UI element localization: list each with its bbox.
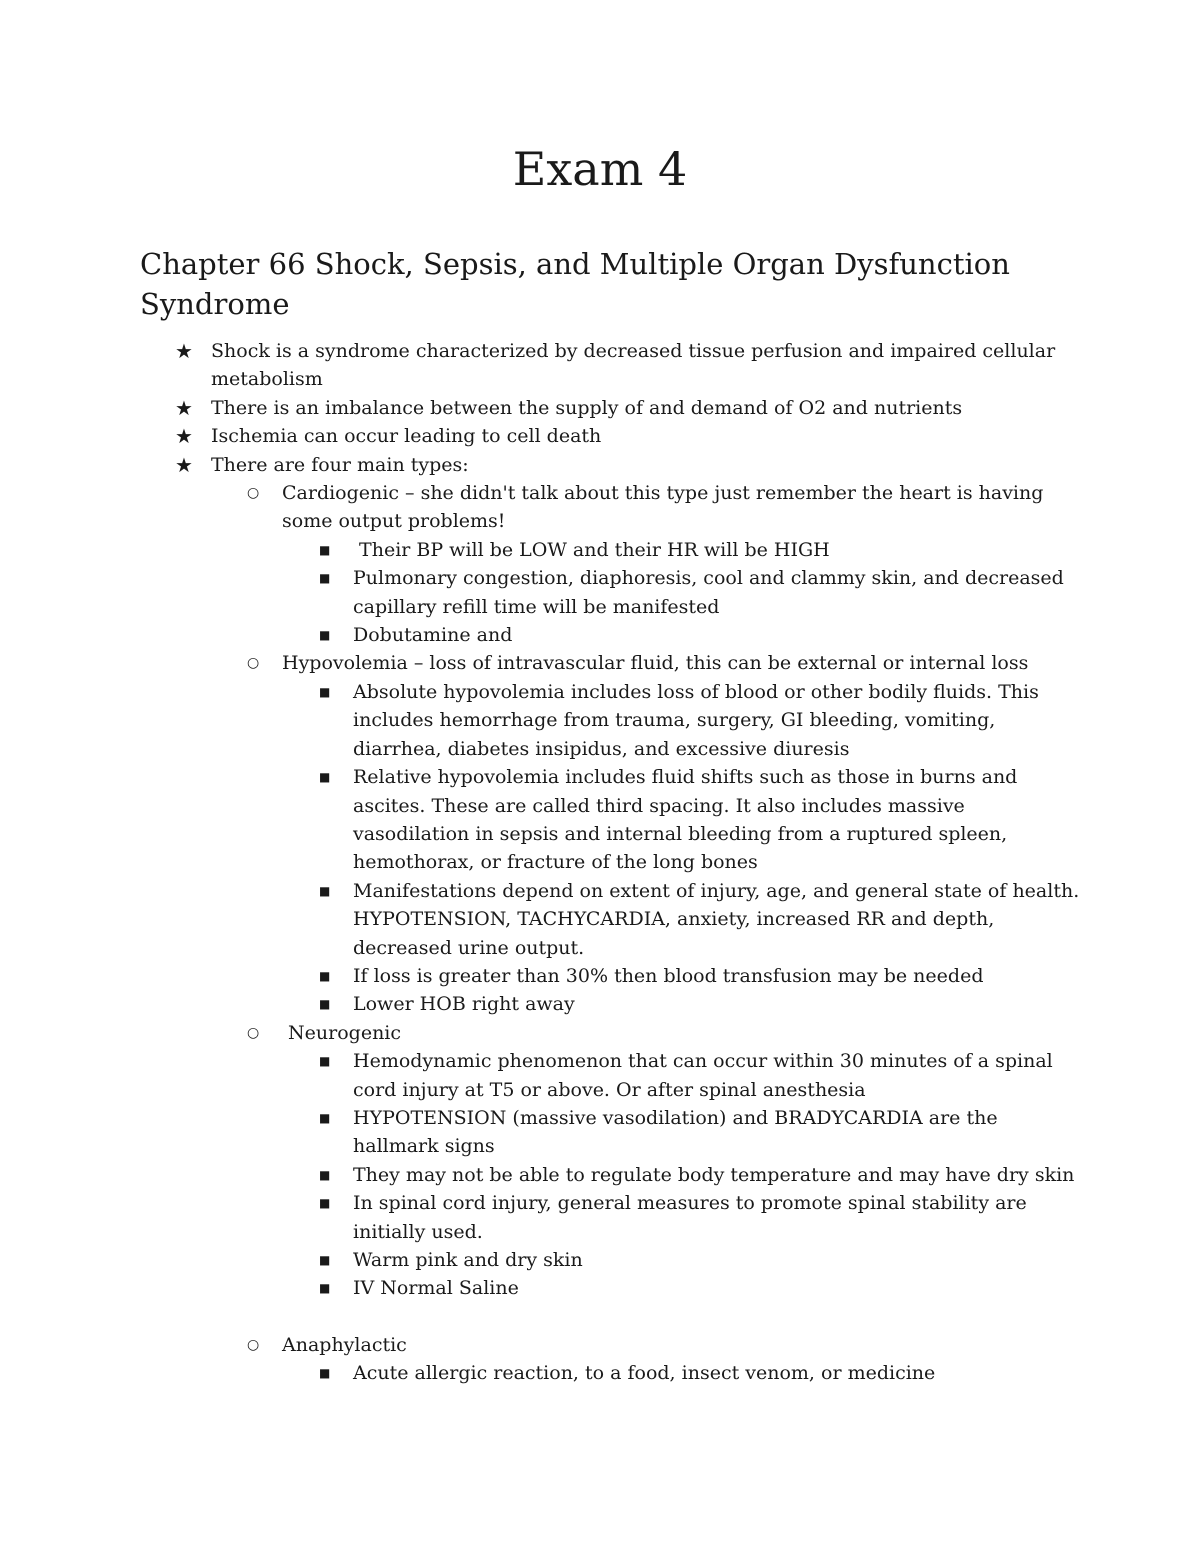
- square-bullet-icon: ■: [319, 1281, 331, 1296]
- sub-point: [319, 1189, 1081, 1246]
- list-item-text: There are four main types:: [211, 453, 469, 476]
- sub-point-text: IV Normal Saline: [353, 1277, 519, 1300]
- sub-point: [319, 564, 1081, 621]
- star-bullet-icon: ★: [175, 424, 193, 449]
- circle-bullet-icon: ○: [247, 1024, 260, 1041]
- notes-list: [175, 337, 1081, 1388]
- shock-type-hypovolemia: [247, 649, 1081, 1018]
- sub-point-text: Acute allergic reaction, to a food, insect venom, or medicine: [353, 1362, 936, 1385]
- sub-point: [319, 1104, 1081, 1161]
- square-bullet-icon: ■: [319, 1366, 331, 1381]
- sub-point: [319, 763, 1081, 877]
- shock-type-anaphylactic: [247, 1331, 1081, 1388]
- list-item: [175, 337, 1081, 394]
- sub-point: [319, 536, 1081, 564]
- sub-point: [319, 962, 1081, 990]
- sub-point-text: HYPOTENSION (massive vasodilation) and BRADYCARDIA are the hallmark signs: [353, 1106, 998, 1158]
- list-item: [175, 451, 1081, 1388]
- circle-bullet-icon: ○: [247, 1336, 260, 1353]
- shock-type-text: Cardiogenic – she didn't talk about this type just remember the heart is having some output problems!: [282, 482, 1044, 533]
- sub-point-text: Absolute hypovolemia includes loss of blood or other bodily fluids. This includes hemorrhage from trauma, surgery, GI bleeding, vomiting, diarrhea, diabetes insipidus, and excessive diuresis: [353, 680, 1039, 760]
- sub-point-text: They may not be able to regulate body temperature and may have dry skin: [353, 1163, 1075, 1186]
- sub-point-text: Hemodynamic phenomenon that can occur within 30 minutes of a spinal cord injury at T5 or above. Or after spinal anesthesia: [353, 1050, 1053, 1101]
- list-item: [175, 394, 1081, 422]
- circle-bullet-icon: ○: [247, 655, 260, 672]
- sub-point: [319, 621, 1081, 649]
- sub-point-text: Manifestations depend on extent of injury, age, and general state of health. HYPOTENSION, TACHYCARDIA, anxiety, increased RR and depth, decreased urine output.: [353, 879, 1080, 959]
- square-bullet-icon: ■: [319, 1167, 331, 1182]
- sub-point: [319, 1047, 1081, 1104]
- list-item-text: Ischemia can occur leading to cell death: [211, 425, 602, 448]
- chapter-heading: Chapter 66 Shock, Sepsis, and Multiple Organ Dysfunction Syndrome: [140, 247, 1010, 321]
- sub-point-text: In spinal cord injury, general measures to promote spinal stability are initially used.: [353, 1192, 1027, 1243]
- sub-point: [319, 990, 1081, 1018]
- square-bullet-icon: ■: [319, 1196, 331, 1211]
- sub-point: [319, 678, 1081, 763]
- star-bullet-icon: ★: [175, 452, 193, 477]
- shock-types-list: [247, 479, 1081, 1388]
- page-title: Exam 4: [512, 142, 688, 196]
- sub-point: [319, 1359, 1081, 1387]
- sub-point: [319, 1274, 1081, 1302]
- sub-point: [319, 1246, 1081, 1274]
- square-bullet-icon: ■: [319, 1253, 331, 1267]
- shock-type-text: Neurogenic: [282, 1021, 402, 1044]
- list-item-text: There is an imbalance between the supply of and demand of O2 and nutrients: [211, 396, 963, 419]
- sub-points-list: [319, 1359, 1081, 1387]
- square-bullet-icon: ■: [319, 571, 331, 586]
- square-bullet-icon: ■: [319, 1110, 331, 1125]
- sub-point-text: If loss is greater than 30% then blood transfusion may be needed: [353, 964, 984, 987]
- star-bullet-icon: ★: [175, 339, 193, 363]
- shock-type-cardiogenic: [247, 479, 1081, 649]
- sub-point-text: Dobutamine and: [353, 624, 513, 647]
- sub-point-text: Relative hypovolemia includes fluid shifts such as those in burns and ascites. These are called third spacing. It also includes massive vasodilation in sepsis and internal bleeding from a ruptured spleen, hemothorax, or fracture of the long bones: [353, 766, 1018, 874]
- square-bullet-icon: ■: [319, 968, 331, 983]
- shock-type-text: Anaphylactic: [282, 1333, 407, 1356]
- sub-point: [319, 877, 1081, 962]
- circle-bullet-icon: ○: [247, 485, 260, 502]
- sub-point-text: Lower HOB right away: [353, 993, 575, 1016]
- sub-point-text: Warm pink and dry skin: [353, 1249, 583, 1271]
- square-bullet-icon: ■: [319, 997, 331, 1012]
- sub-points-list: [319, 1047, 1081, 1303]
- star-bullet-icon: ★: [175, 395, 193, 420]
- square-bullet-icon: ■: [319, 770, 331, 785]
- sub-point-text: Their BP will be LOW and their HR will be HIGH: [353, 538, 830, 561]
- shock-type-text: Hypovolemia – loss of intravascular fluid, this can be external or internal loss: [282, 652, 1029, 675]
- square-bullet-icon: ■: [319, 684, 331, 699]
- sub-point-text: Pulmonary congestion, diaphoresis, cool and clammy skin, and decreased capillary refill time will be manifested: [353, 567, 1064, 618]
- shock-type-neurogenic: [247, 1019, 1081, 1303]
- square-bullet-icon: ■: [319, 883, 331, 898]
- square-bullet-icon: ■: [319, 1054, 331, 1069]
- list-item-text: Shock is a syndrome characterized by decreased tissue perfusion and impaired cellular metabolism: [211, 340, 1056, 391]
- list-item: [175, 422, 1081, 450]
- square-bullet-icon: ■: [319, 628, 331, 643]
- sub-points-list: [319, 536, 1081, 650]
- sub-points-list: [319, 678, 1081, 1019]
- square-bullet-icon: ■: [319, 542, 331, 557]
- sub-point: [319, 1161, 1081, 1189]
